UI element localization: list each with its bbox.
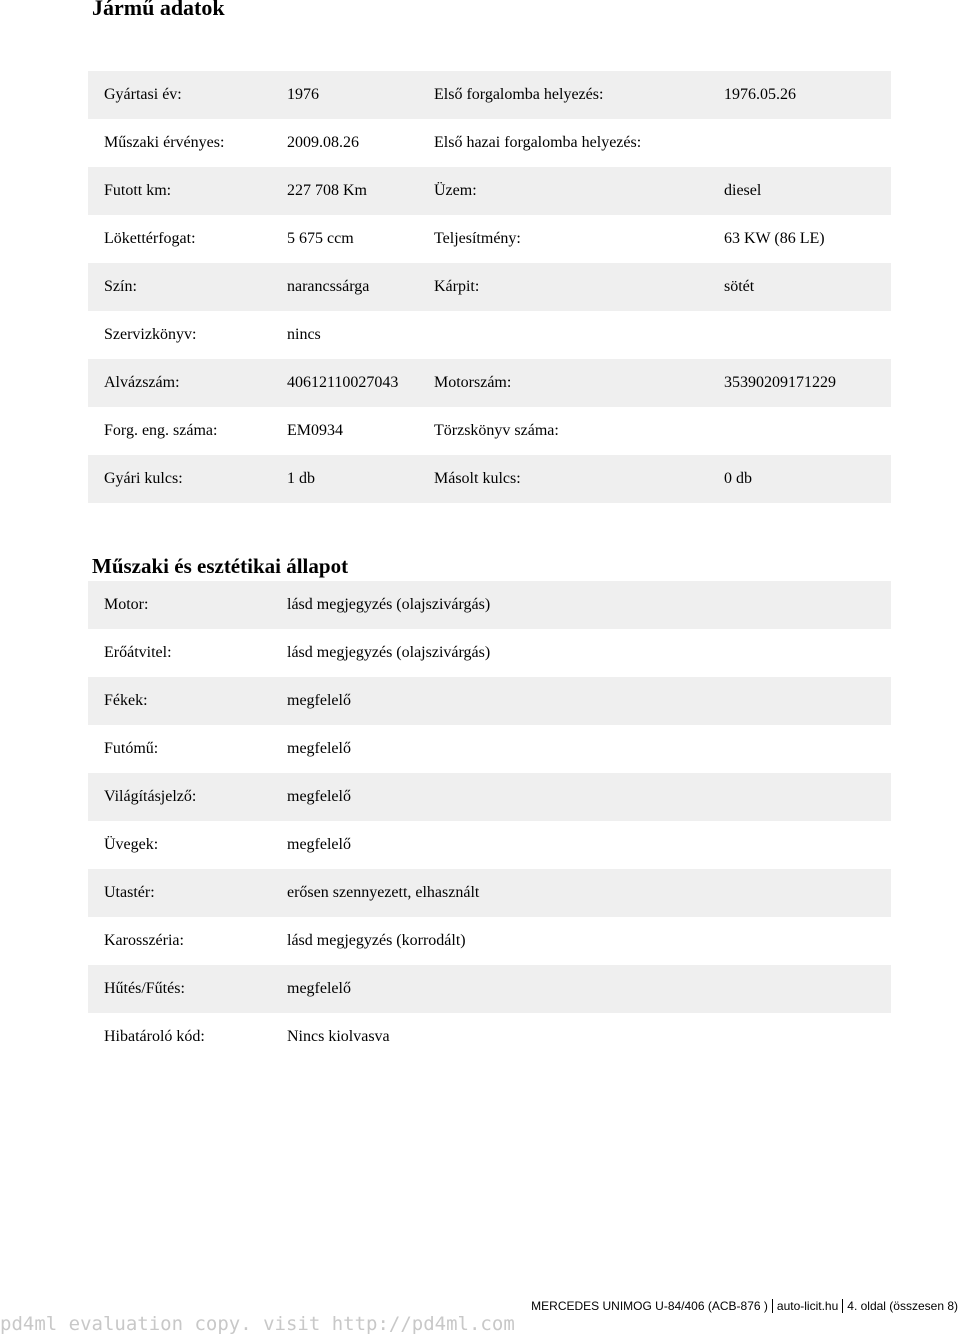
table-row (88, 455, 891, 503)
condition-value: megfelelő (287, 788, 351, 805)
footer-separator (772, 1299, 773, 1313)
condition-label: Motor: (104, 596, 149, 613)
condition-value: Nincs kiolvasva (287, 1028, 390, 1045)
table-row (88, 821, 891, 869)
field-value: 1976 (287, 86, 319, 103)
field-label: Törzskönyv száma: (434, 422, 559, 439)
field-label: Első forgalomba helyezés: (434, 86, 604, 103)
table-row (88, 263, 891, 311)
field-label: Kárpit: (434, 278, 480, 295)
condition-value: lásd megjegyzés (olajszivárgás) (287, 596, 491, 613)
vehicle-data-heading: Jármű adatok (92, 0, 225, 20)
condition-value: megfelelő (287, 980, 351, 997)
condition-value: megfelelő (287, 836, 351, 853)
table-row (88, 629, 891, 677)
field-label: Szín: (104, 278, 137, 295)
condition-label: Erőátvitel: (104, 644, 172, 661)
condition-value: erősen szennyezett, elhasznált (287, 884, 480, 901)
field-value: sötét (724, 278, 755, 295)
field-label: Lökettérfogat: (104, 230, 196, 247)
field-label: Futott km: (104, 182, 172, 199)
footer-separator (842, 1299, 843, 1313)
field-value: 35390209171229 (724, 374, 836, 391)
footer-site: auto-licit.hu (776, 1299, 839, 1313)
field-label: Szervizkönyv: (104, 326, 197, 343)
field-label: Gyártasi év: (104, 86, 182, 103)
condition-value: megfelelő (287, 740, 351, 757)
field-value: 63 KW (86 LE) (724, 230, 825, 247)
footer-page-number: 4. oldal (összesen 8) (847, 1299, 958, 1313)
condition-label: Hűtés/Fűtés: (104, 980, 185, 997)
table-row (88, 215, 891, 263)
footer-vehicle: MERCEDES UNIMOG U-84/406 (ACB-876 ) (531, 1299, 768, 1313)
table-row (88, 677, 891, 725)
condition-value: lásd megjegyzés (korrodált) (287, 932, 466, 949)
condition-label: Karosszéria: (104, 932, 184, 949)
field-value: diesel (724, 182, 762, 199)
table-row (88, 917, 891, 965)
table-row (88, 1013, 891, 1061)
field-value: 40612110027043 (287, 374, 399, 391)
vehicle-data-table (88, 71, 891, 503)
table-row (88, 773, 891, 821)
field-value: 1 db (287, 470, 315, 487)
field-label: Forg. eng. száma: (104, 422, 218, 439)
table-row (88, 407, 891, 455)
table-row (88, 311, 891, 359)
condition-label: Fékek: (104, 692, 148, 709)
field-value: nincs (287, 326, 321, 343)
table-row (88, 869, 891, 917)
field-label: Első hazai forgalomba helyezés: (434, 134, 642, 151)
condition-table (88, 581, 891, 1061)
field-label: Műszaki érvényes: (104, 134, 225, 151)
condition-heading: Műszaki és esztétikai állapot (92, 554, 349, 578)
field-value: 227 708 Km (287, 182, 367, 199)
page-footer (531, 1298, 958, 1314)
table-row (88, 119, 891, 167)
condition-label: Világításjelző: (104, 788, 197, 805)
field-label: Másolt kulcs: (434, 470, 521, 487)
field-label: Alvázszám: (104, 374, 180, 391)
field-label: Teljesítmény: (434, 230, 521, 247)
field-value: EM0934 (287, 422, 343, 439)
table-row (88, 965, 891, 1013)
field-label: Motorszám: (434, 374, 512, 391)
field-label: Gyári kulcs: (104, 470, 183, 487)
table-row (88, 725, 891, 773)
evaluation-watermark: pd4ml evaluation copy. visit http://pd4ml.com (0, 1313, 515, 1335)
table-row (88, 359, 891, 407)
condition-label: Utastér: (104, 884, 155, 901)
condition-label: Üvegek: (104, 836, 159, 853)
condition-value: lásd megjegyzés (olajszivárgás) (287, 644, 491, 661)
table-row (88, 71, 891, 119)
condition-value: megfelelő (287, 692, 351, 709)
field-value: 2009.08.26 (287, 134, 359, 151)
field-label: Üzem: (434, 182, 477, 199)
field-value: 5 675 ccm (287, 230, 354, 247)
condition-label: Hibatároló kód: (104, 1028, 205, 1045)
field-value: 1976.05.26 (724, 86, 796, 103)
table-row (88, 581, 891, 629)
field-value: 0 db (724, 470, 752, 487)
field-value: narancssárga (287, 278, 370, 295)
table-row (88, 167, 891, 215)
condition-label: Futómű: (104, 740, 159, 757)
